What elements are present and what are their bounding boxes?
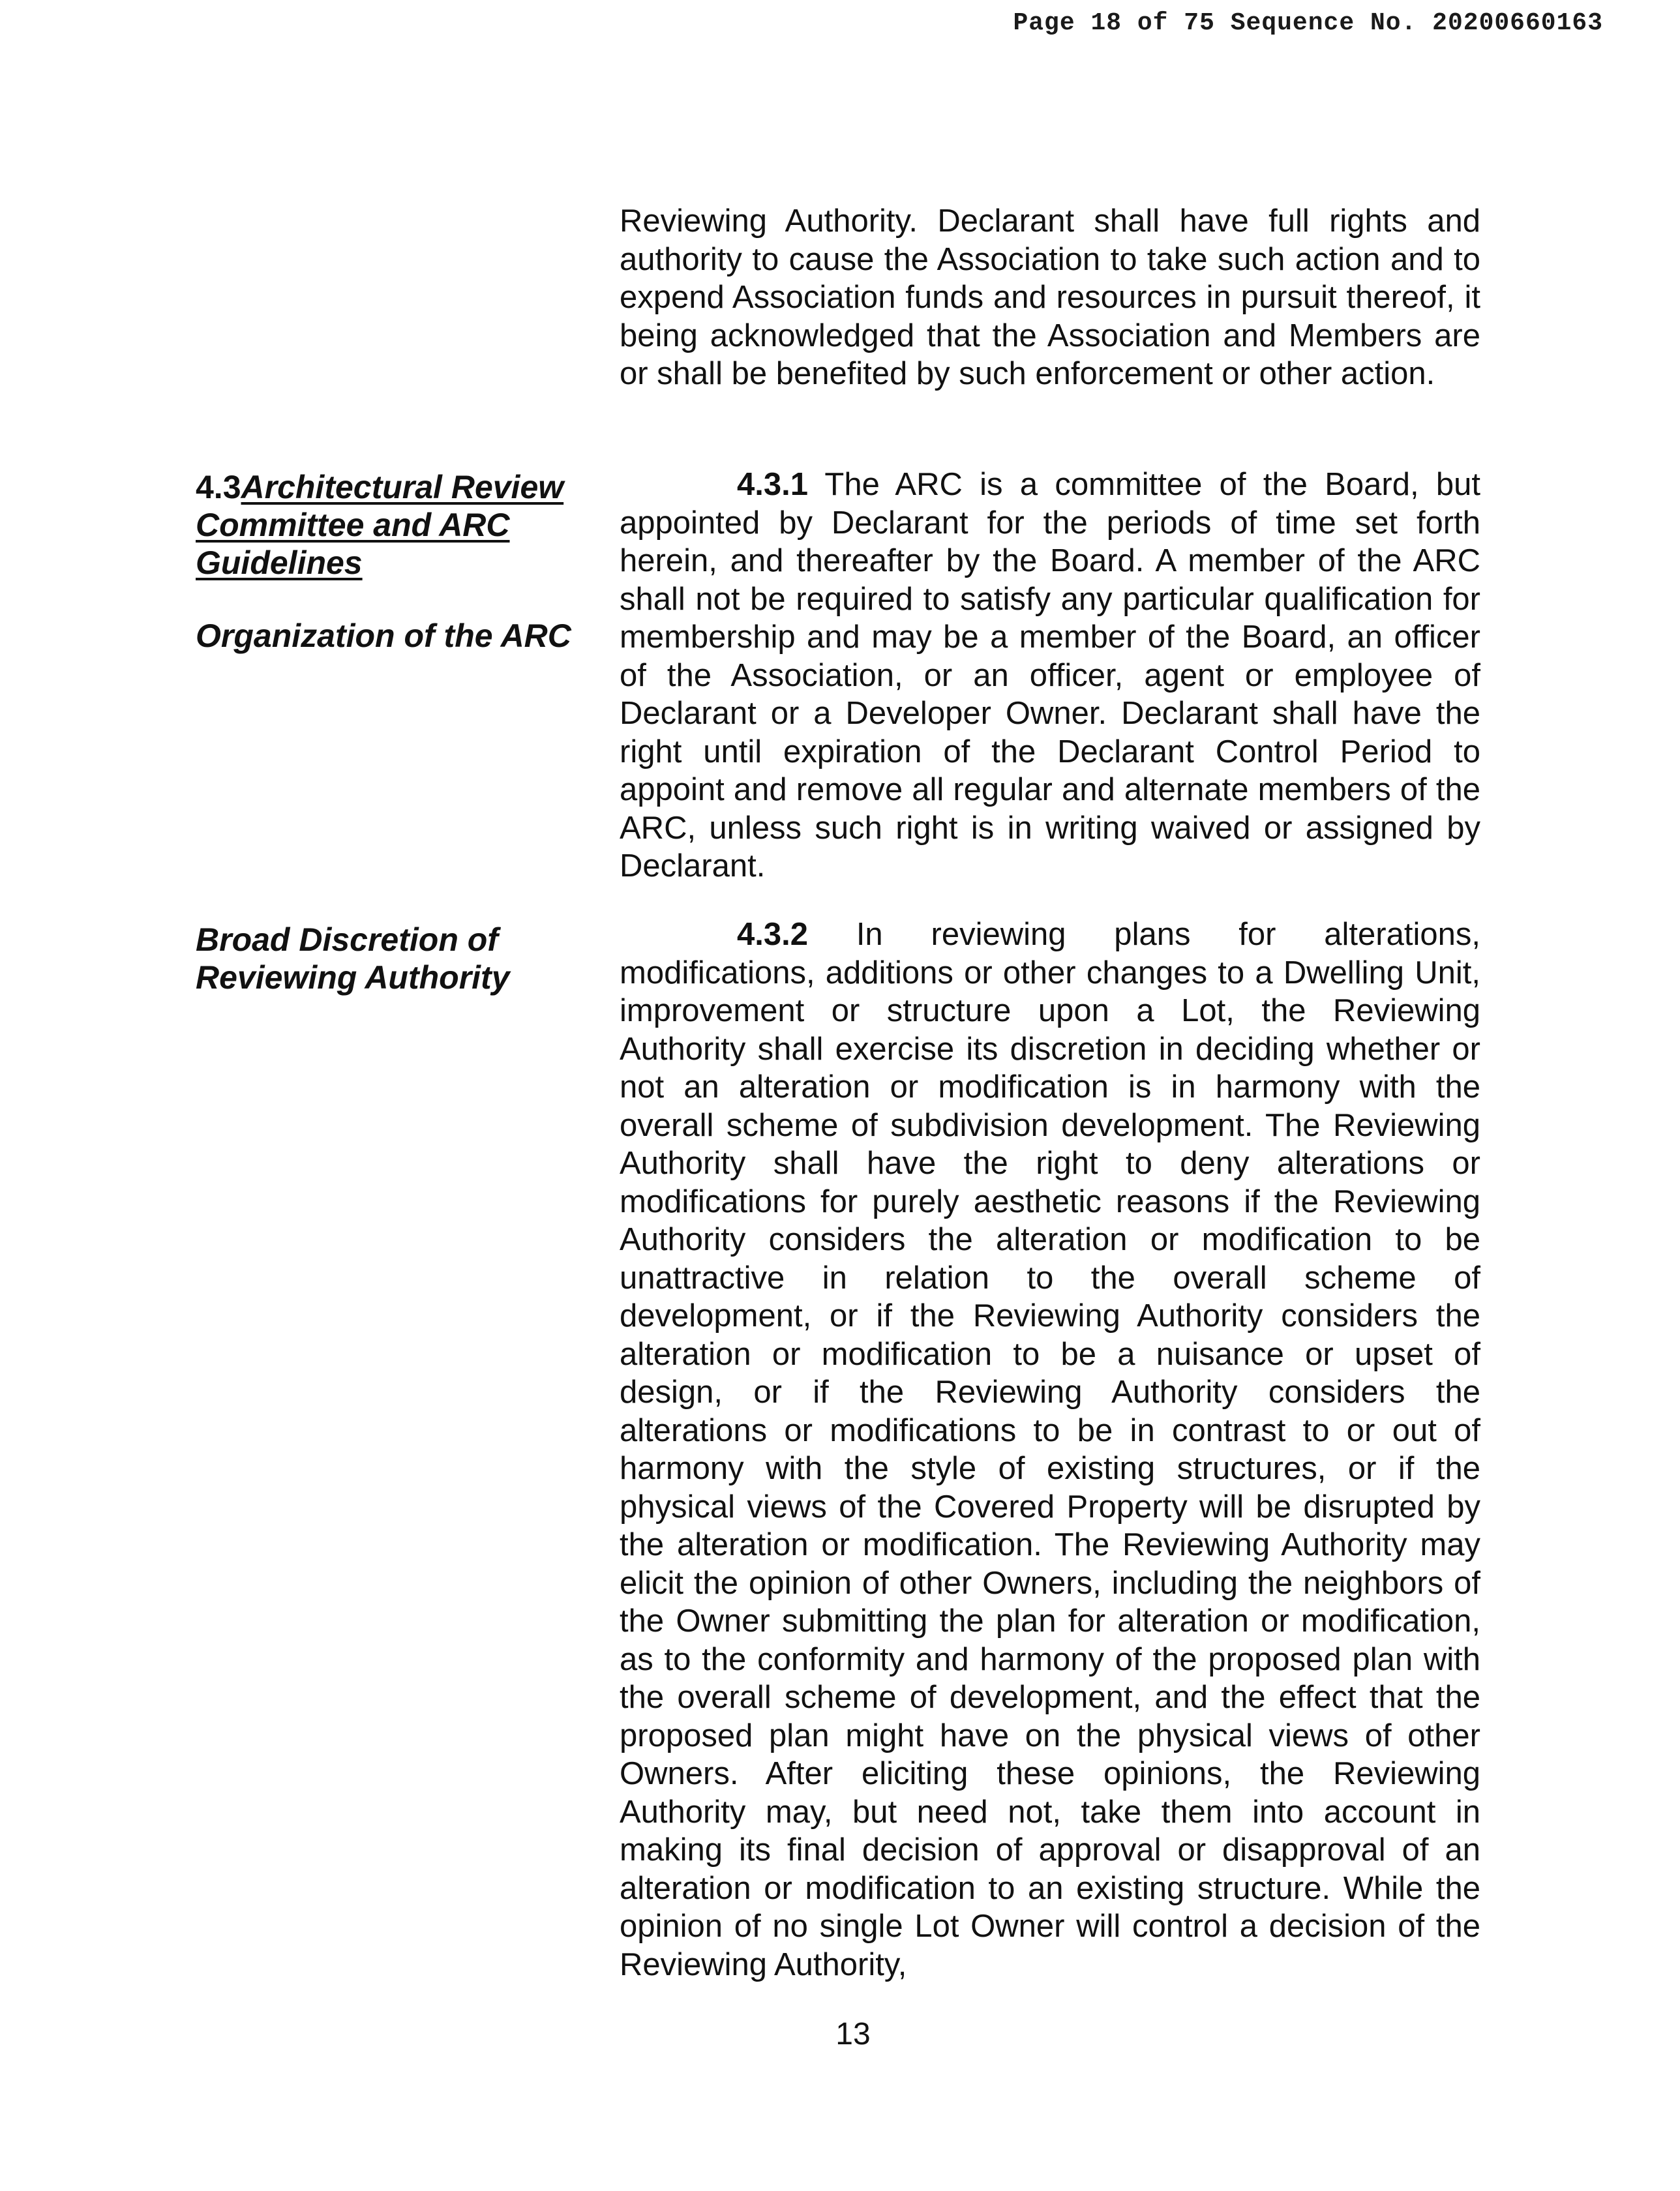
intro-paragraph: Reviewing Authority. Declarant shall have full rights and authority to cause the Association to take such action and to expend Association funds and resources in pursuit thereof, it being acknowledged that the Association and Members are or shall be benefited by such enforcement or other action. bbox=[620, 203, 1480, 391]
section-4-3-1-number: 4.3.1 bbox=[737, 467, 808, 502]
section-4-3-2-block bbox=[620, 916, 1480, 1984]
section-4-3-2-number: 4.3.2 bbox=[737, 917, 808, 952]
section-4-3-2-heading-line2: Reviewing Authority bbox=[196, 959, 510, 996]
section-4-3-title-line3: Guidelines bbox=[196, 544, 363, 581]
section-4-3-1-block bbox=[620, 466, 1480, 886]
section-4-3-title bbox=[196, 468, 587, 582]
section-4-3-2-heading-line1: Broad Discretion of bbox=[196, 921, 498, 958]
section-4-3-2-heading-block bbox=[196, 921, 587, 996]
section-4-3-heading-block bbox=[196, 468, 587, 655]
section-4-3-title-line2: Committee and ARC bbox=[196, 507, 510, 543]
intro-paragraph-block bbox=[620, 202, 1480, 393]
page-sequence-header: Page 18 of 75 Sequence No. 20200660163 bbox=[1013, 9, 1603, 37]
section-4-3-2-text: In reviewing plans for alterations, modifications, additions or other changes to a Dwelling Unit, improvement or structure upon a Lot, the Reviewing Authority shall exercise its discretion in deciding whether or not an alteration or modification is in harmony with the overall scheme of subdivision development. The Reviewing Authority shall have the right to deny alterations or modifications for purely aesthetic reasons if the Reviewing Authority considers the alteration or modification to be unattractive in relation to the overall scheme of development, or if the Reviewing Authority considers the alteration or modification to be a nuisance or upset of design, or if the Reviewing Authority considers the alterations or modifications to be in contrast to or out of harmony with the style of existing structures, or if the physical views of the Covered Property will be disrupted by the alteration or modification. The Reviewing Authority may elicit the opinion of other Owners, including the neighbors of the Owner submitting the plan for alteration or modification, as to the conformity and harmony of the proposed plan with the overall scheme of development, and the effect that the proposed plan might have on the physical views of other Owners. After eliciting these opinions, the Reviewing Authority may, but need not, take them into account in making its final decision of approval or disapproval of an alteration or modification to an existing structure. While the opinion of no single Lot Owner will control a decision of the Reviewing Authority, bbox=[620, 917, 1480, 1982]
section-4-3-title-line1: Architectural Review bbox=[241, 469, 564, 505]
section-4-3-1-paragraph bbox=[620, 466, 1480, 886]
section-4-3-number: 4.3 bbox=[196, 469, 241, 505]
section-4-3-2-paragraph bbox=[620, 916, 1480, 1984]
section-4-3-1-text: The ARC is a committee of the Board, but appointed by Declarant for the periods of time set forth herein, and thereafter by the Board. A member of the ARC shall not be required to satisfy any particular qualification for membership and may be a member of the Board, an officer of the Association, or an officer, agent or employee of Declarant or a Developer Owner. Declarant shall have the right until expiration of the Declarant Control Period to appoint and remove all regular and alternate members of the ARC, unless such right is in writing waived or assigned by Declarant. bbox=[620, 467, 1480, 884]
organization-subheading: Organization of the ARC bbox=[196, 618, 571, 654]
page-number: 13 bbox=[835, 2017, 871, 2051]
